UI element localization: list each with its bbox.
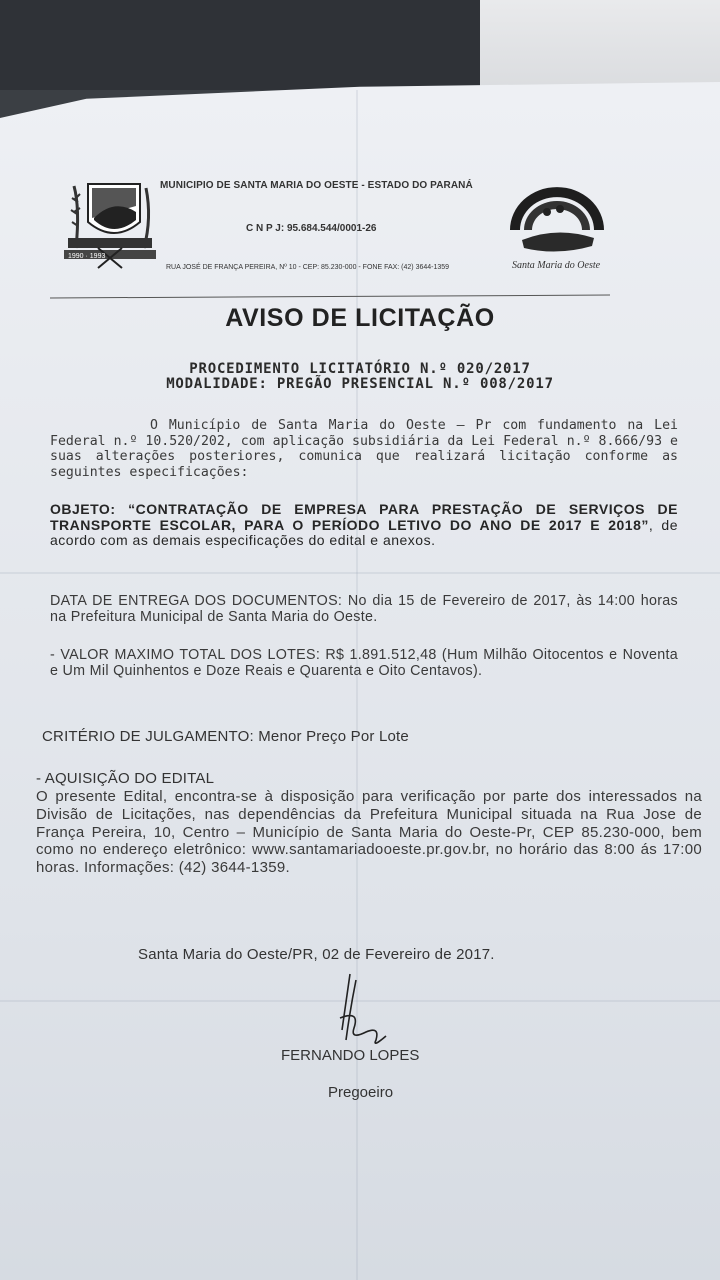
cnpj-text: C N P J: 95.684.544/0001-26 (246, 223, 377, 234)
object-title: OBJETO: “CONTRATAÇÃO DE EMPRESA PARA PRESTAÇÃO DE SERVIÇOS DE TRANSPORTE ESCOLAR, PARA O PERÍODO LETIVO DO ANO DE 2017 E 2018” (50, 501, 678, 533)
place-date: Santa Maria do Oeste/PR, 02 de Fevereiro de 2017. (138, 946, 495, 963)
intro-paragraph: O Município de Santa Maria do Oeste – Pr com fundamento na Lei Federal n.º 10.520/202, com aplicação subsidiária da Lei Federal n.º 8.666/93 e suas alterações posteriores, comunica que realizará licitação conforme as seguintes especificações: (50, 418, 678, 480)
background-dark (0, 0, 500, 90)
acquisition-heading: - AQUISIÇÃO DO EDITAL (36, 770, 215, 787)
municipality-heading: MUNICIPIO DE SANTA MARIA DO OESTE - ESTADO DO PARANÁ (160, 180, 473, 191)
object-rest: , de acordo com as demais especificações do edital e anexos. (50, 516, 678, 548)
acquisition-paragraph: O presente Edital, encontra-se à disposição para verificação por parte dos interessados na Divisão de Licitações, nas dependências da Prefeitura Municipal situada na Rua Jose de França Pereira, 10, Centro – Município de Santa Maria do Oeste-Pr, CEP 85.230-000, bem como no endereço eletrônico: www.santamariadooeste.pr.gov.br, no horário das 8:00 ás 17:00 horas. Informações: (42) 3644-1359. (36, 788, 702, 877)
document-title: AVISO DE LICITAÇÃO (225, 304, 495, 332)
object-paragraph (50, 502, 678, 549)
government-logo-icon (502, 182, 612, 282)
fold-line (0, 572, 720, 574)
max-value-paragraph: - VALOR MAXIMO TOTAL DOS LOTES: R$ 1.891.512,48 (Hum Milhão Oitocentos e Noventa e Um Mil Quinhentos e Doze Reais e Quarenta e Oito Centavos). (50, 647, 678, 679)
address-text: RUA JOSÉ DE FRANÇA PEREIRA, Nº 10 - CEP: 85.230-000 - FONE FAX: (42) 3644-1359 (166, 264, 450, 271)
delivery-paragraph: DATA DE ENTREGA DOS DOCUMENTOS: No dia 15 de Fevereiro de 2017, às 14:00 horas na Prefeitura Municipal de Santa Maria do Oeste. (50, 593, 678, 625)
signatory-name: FERNANDO LOPES (281, 1047, 420, 1064)
modality-number: MODALIDADE: PREGÃO PRESENCIAL N.º 008/2017 (166, 376, 554, 392)
signature-icon (320, 970, 400, 1050)
criteria-line: CRITÉRIO DE JULGAMENTO: Menor Preço Por Lote (42, 728, 409, 745)
municipal-coat-of-arms-icon (58, 178, 162, 270)
signatory-role: Pregoeiro (328, 1084, 394, 1101)
coat-of-arms-years: 1990 · 1993 (68, 253, 106, 260)
procedure-number: PROCEDIMENTO LICITATÓRIO N.º 020/2017 (189, 361, 531, 377)
logo-text: Santa Maria do Oeste (512, 260, 601, 271)
